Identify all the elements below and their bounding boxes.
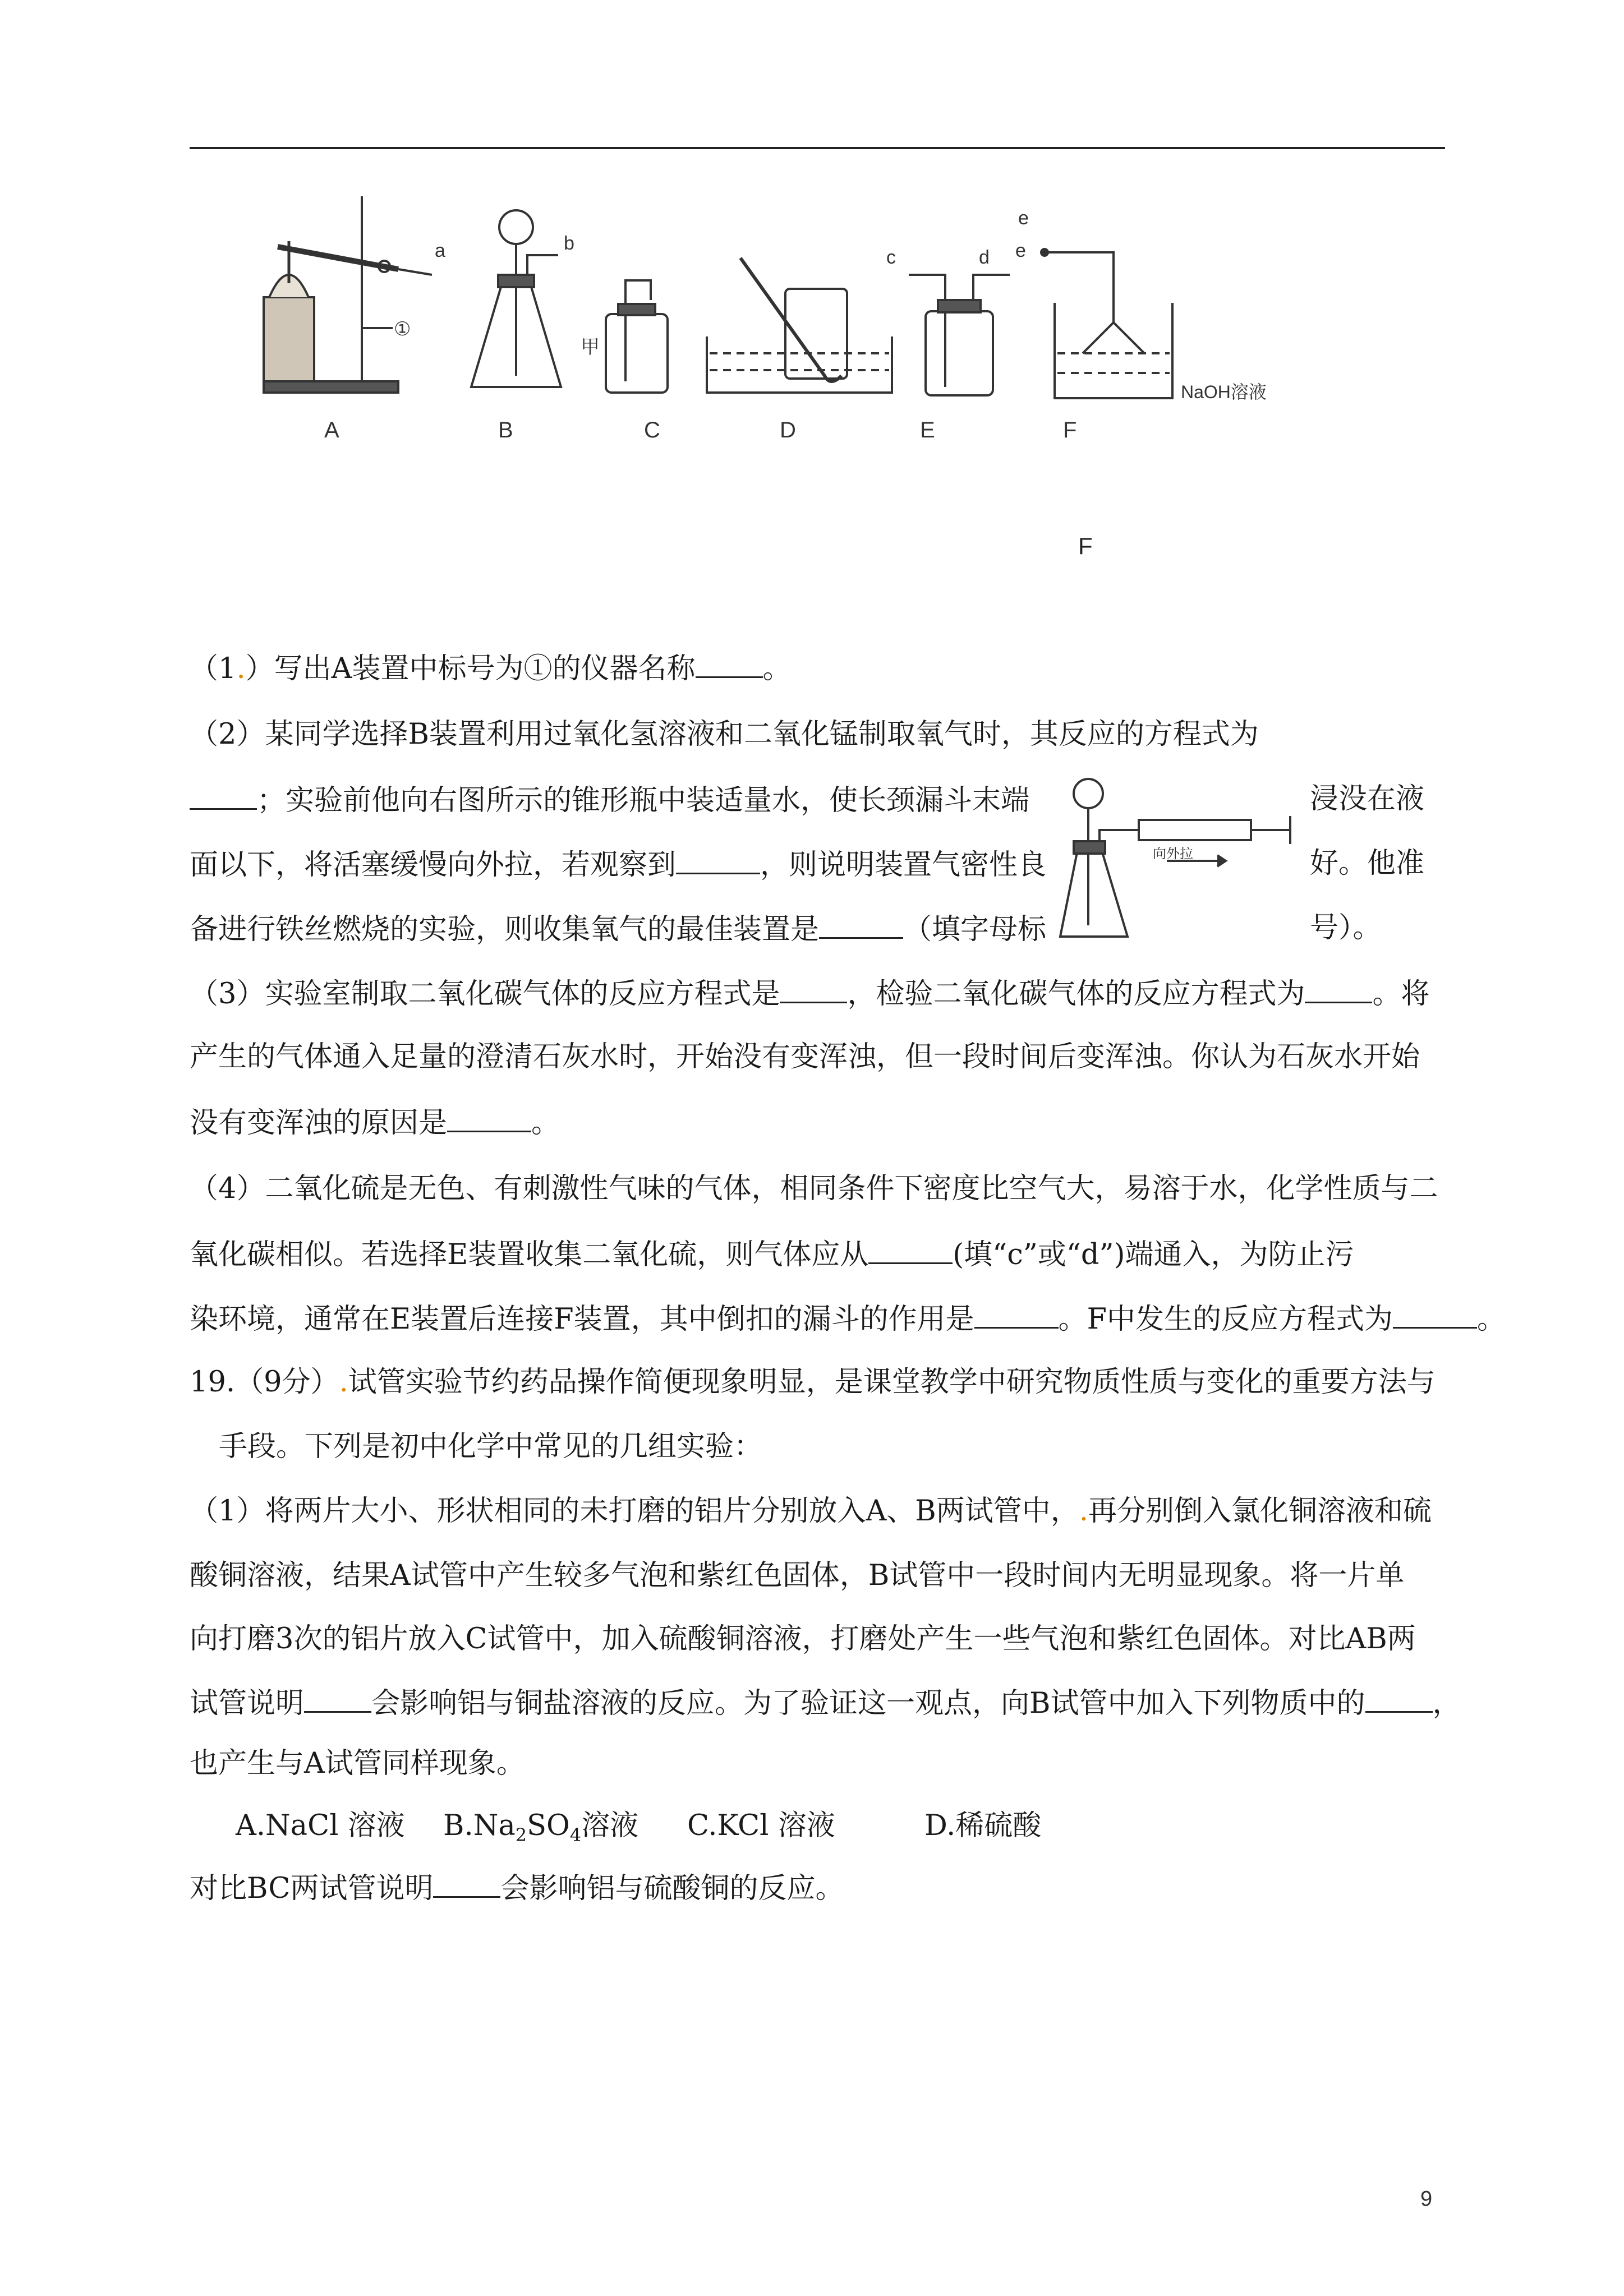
answer-blank[interactable]: [447, 1105, 531, 1132]
syringe-inset: [1055, 768, 1301, 948]
figure-letter-c: C: [644, 418, 660, 442]
svg-text:向外拉: 向外拉: [1153, 846, 1193, 861]
q18-part2-line3-right: 好。他准: [1310, 847, 1425, 880]
q18-part2-line4-right: 号）。: [1310, 911, 1382, 944]
apparatus-b: [471, 210, 561, 387]
option-c: C.KCl 溶液: [687, 1809, 835, 1842]
answer-blank[interactable]: [1305, 976, 1372, 1003]
figure-letter-e: E: [920, 418, 935, 442]
q19-part1-line4: 试管说明 会影响铝与铜盐溶液的反应。为了验证这一观点，向B试管中加入下列物质中的 ，: [190, 1685, 1461, 1721]
q18-part4-line1: （4）二氧化硫是无色、有刺激性气味的气体，相同条件下密度比空气大，易溶于水，化学性质与二: [190, 1172, 1438, 1205]
answer-blank[interactable]: [780, 976, 847, 1003]
q19-heading-line2: 手段。下列是初中化学中常见的几组实验：: [219, 1430, 763, 1463]
q18-part4-line2: 氧化碳相似。若选择E装置收集二氧化硫，则气体应从 (填“c”或“d”)端通入，为防止污: [190, 1237, 1354, 1272]
figure-letter-d: D: [780, 418, 796, 442]
q19-part1-line5: 也产生与A试管同样现象。: [190, 1747, 525, 1780]
figure-letter-f: F: [1063, 418, 1077, 442]
q19-heading: 19.（9分）.试管实验节约药品操作简便现象明显，是课堂教学中研究物质性质与变化的重要方法与: [190, 1366, 1436, 1399]
page-number: 9: [1420, 2187, 1433, 2211]
answer-blank[interactable]: [433, 1870, 500, 1898]
answer-blank[interactable]: [696, 651, 763, 678]
svg-text:d: d: [979, 247, 990, 268]
q18-part1: （1.）写出A装置中标号为①的仪器名称 。: [190, 651, 792, 686]
q19-part1-line6: 对比BC两试管说明 会影响铝与硫酸铜的反应。: [190, 1870, 844, 1906]
q19-part1-line2: 酸铜溶液，结果A试管中产生较多气泡和紫红色固体，B试管中一段时间内无明显现象。将一片单: [190, 1559, 1405, 1592]
q18-part2-line4: 备进行铁丝燃烧的实验，则收集氧气的最佳装置是 （填字母标: [190, 911, 1046, 947]
answer-blank[interactable]: [304, 1685, 371, 1713]
q19-part1-line3: 向打磨3次的铝片放入C试管中，加入硫酸铜溶液，打磨处产生一些气泡和紫红色固体。对比AB两: [190, 1622, 1416, 1656]
svg-text:e: e: [1015, 240, 1026, 261]
q18-part3-line3: 没有变浑浊的原因是 。: [190, 1105, 560, 1140]
apparatus-c: [606, 280, 668, 393]
q18-part4-line3: 染环境，通常在E装置后连接F装置，其中倒扣的漏斗的作用是 。F中发生的反应方程式为 。: [190, 1301, 1506, 1336]
svg-text:e: e: [1018, 208, 1029, 229]
q18-part2-line2-right: 浸没在液: [1310, 782, 1425, 815]
q18-part2-line2: ；实验前他向右图所示的锥形瓶中装适量水，使长颈漏斗末端: [190, 782, 1029, 818]
answer-blank[interactable]: [676, 847, 760, 874]
q18-part3-line2: 产生的气体通入足量的澄清石灰水时，开始没有变浑浊，但一段时间后变浑浊。你认为石灰水开始: [190, 1040, 1420, 1073]
option-a: A.NaCl 溶液: [236, 1809, 405, 1842]
q18-part3-line1: （3）实验室制取二氧化碳气体的反应方程式是 ，检验二氧化碳气体的反应方程式为 。将: [190, 976, 1429, 1011]
svg-text:b: b: [564, 233, 574, 254]
svg-text:a: a: [435, 240, 445, 261]
answer-blank[interactable]: [868, 1237, 953, 1264]
answer-blank[interactable]: [819, 911, 903, 939]
apparatus-e: [909, 275, 1010, 395]
figure-letter-b: B: [498, 418, 513, 442]
answer-blank[interactable]: [1365, 1685, 1433, 1713]
figure-letter-a: A: [324, 418, 339, 442]
standalone-f-label: F: [1078, 533, 1093, 559]
answer-blank[interactable]: [1393, 1301, 1477, 1329]
apparatus-f: [1041, 249, 1172, 398]
q18-part2-line1: （2）某同学选择B装置利用过氧化氢溶液和二氧化锰制取氧气时，其反应的方程式为: [190, 718, 1259, 751]
option-d: D.稀硫酸: [924, 1809, 1042, 1842]
option-b: $B.Na_2SO_4$溶液: [443, 1809, 639, 1846]
header-rule: [190, 147, 1445, 149]
q19-part1-line1: （1）将两片大小、形状相同的未打磨的铝片分别放入A、B两试管中，.再分别倒入氯化铜溶液和硫: [190, 1495, 1432, 1528]
apparatus-a: [264, 196, 432, 393]
svg-text:甲: 甲: [581, 336, 600, 358]
svg-text:NaOH溶液: NaOH溶液: [1181, 382, 1267, 402]
answer-blank[interactable]: [974, 1301, 1059, 1329]
svg-text:c: c: [886, 247, 896, 268]
apparatus-figure: [247, 185, 1346, 477]
answer-blank[interactable]: [190, 782, 257, 810]
q18-part2-line3: 面以下，将活塞缓慢向外拉，若观察到 ，则说明装置气密性良: [190, 847, 1046, 882]
apparatus-d: [707, 258, 892, 393]
svg-text:①: ①: [394, 319, 411, 340]
